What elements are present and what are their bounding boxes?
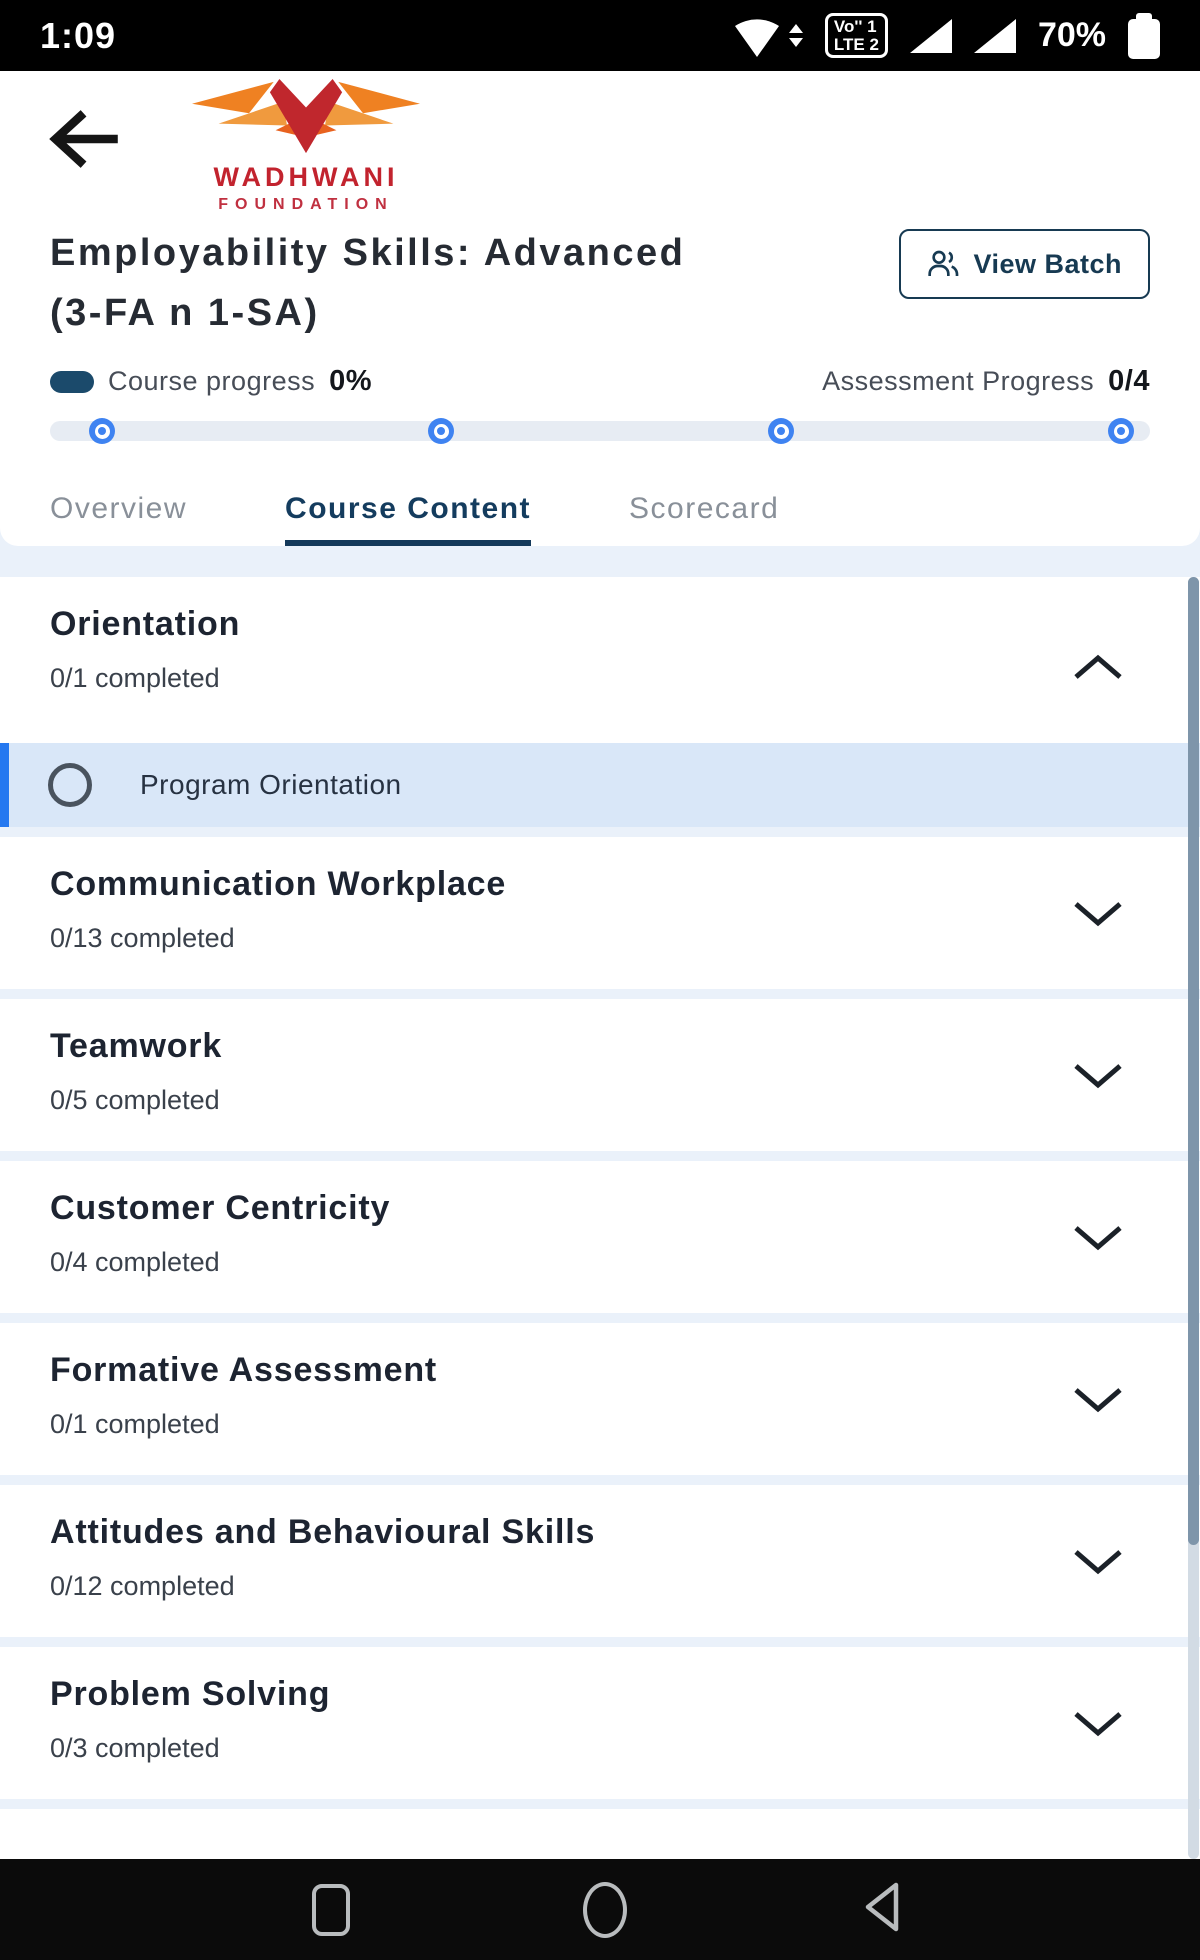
wadhwani-foundation-logo xyxy=(181,79,431,214)
recents-square-icon[interactable] xyxy=(312,1884,350,1936)
assessment-marker-3 xyxy=(768,418,794,444)
chevron-down-icon[interactable] xyxy=(1071,1710,1125,1743)
scrollbar-track xyxy=(1188,577,1199,1859)
logo-word-wadhwani: WADHWANI xyxy=(213,162,399,192)
progress-summary-row xyxy=(50,365,1150,398)
chevron-up-icon[interactable] xyxy=(1071,653,1125,686)
section-header-attitudes-behavioural-skills[interactable] xyxy=(0,1485,1200,1637)
battery-percent: 70% xyxy=(1037,16,1106,54)
lesson-row-program-orientation[interactable] xyxy=(0,743,1200,827)
section-header-orientation[interactable] xyxy=(0,577,1200,743)
view-batch-label: View Batch xyxy=(973,248,1122,279)
course-progress-pill-icon xyxy=(50,371,94,393)
assessment-marker-2 xyxy=(428,418,454,444)
users-icon xyxy=(927,248,959,280)
section-title: Teamwork xyxy=(50,1027,223,1065)
section-progress: 0/3 completed xyxy=(50,1733,220,1763)
section-header-teamwork[interactable] xyxy=(0,999,1200,1151)
section-progress: 0/4 completed xyxy=(50,1247,220,1277)
tab-bar xyxy=(50,492,779,546)
section-progress: 0/5 completed xyxy=(50,1085,220,1115)
section-progress: 0/13 completed xyxy=(50,923,235,953)
chevron-down-icon[interactable] xyxy=(1071,900,1125,933)
back-button[interactable] xyxy=(42,101,122,181)
android-navigation-bar xyxy=(0,1859,1200,1960)
assessment-progress-value: 0/4 xyxy=(1108,365,1150,397)
wifi-activity-arrows-icon xyxy=(789,24,803,47)
section-progress: 0/1 completed xyxy=(50,1409,220,1439)
lesson-label: Program Orientation xyxy=(140,769,402,800)
clock: 1:09 xyxy=(40,14,117,56)
section-header-customer-centricity[interactable] xyxy=(0,1161,1200,1313)
course-progress-value: 0% xyxy=(329,365,373,397)
section-header-partial xyxy=(0,1809,1200,1859)
section-title: Orientation xyxy=(50,605,241,643)
wifi-icon xyxy=(733,13,803,59)
section-header-problem-solving[interactable] xyxy=(0,1647,1200,1799)
course-header xyxy=(0,71,1200,546)
section-header-communication-workplace[interactable] xyxy=(0,837,1200,989)
section-title: Customer Centricity xyxy=(50,1189,391,1227)
section-title: Problem Solving xyxy=(50,1675,331,1713)
active-lesson-indicator xyxy=(0,743,9,827)
scrollbar-thumb[interactable] xyxy=(1188,577,1199,1545)
section-progress: 0/12 completed xyxy=(50,1571,235,1601)
back-triangle-icon[interactable] xyxy=(860,1879,902,1940)
chevron-down-icon[interactable] xyxy=(1071,1224,1125,1257)
course-content-list xyxy=(0,577,1200,1859)
assessment-progress-label: Assessment Progress xyxy=(822,366,1095,396)
logo-word-foundation: FOUNDATION xyxy=(218,196,394,213)
tab-overview[interactable]: Overview xyxy=(50,492,188,525)
section-progress: 0/1 completed xyxy=(50,663,220,693)
course-title: Employability Skills: Advanced (3-FA n 1-SA) xyxy=(50,232,686,334)
section-title: Formative Assessment xyxy=(50,1351,438,1389)
section-title: Communication Workplace xyxy=(50,865,507,903)
course-progress-label: Course progress xyxy=(108,366,316,396)
tab-scorecard[interactable]: Scorecard xyxy=(629,492,780,525)
lesson-checkbox[interactable] xyxy=(48,763,92,807)
status-bar xyxy=(0,0,1200,71)
home-circle-icon[interactable] xyxy=(583,1882,627,1938)
chevron-down-icon[interactable] xyxy=(1071,1062,1125,1095)
section-title: Attitudes and Behavioural Skills xyxy=(50,1513,596,1551)
section-header-formative-assessment[interactable] xyxy=(0,1323,1200,1475)
back-arrow-icon xyxy=(43,104,121,179)
battery-icon xyxy=(1128,13,1160,59)
volte-icon: Vo'' 1 LTE 2 xyxy=(825,13,888,59)
view-batch-button[interactable] xyxy=(899,229,1150,299)
signal-strength-icon-1 xyxy=(910,19,952,53)
tab-course-content[interactable]: Course Content xyxy=(285,492,531,546)
chevron-down-icon[interactable] xyxy=(1071,1548,1125,1581)
signal-strength-icon-2 xyxy=(974,19,1016,53)
assessment-marker-1 xyxy=(89,418,115,444)
assessment-marker-4 xyxy=(1108,418,1134,444)
logo-wings-icon xyxy=(186,79,426,155)
chevron-down-icon[interactable] xyxy=(1071,1386,1125,1419)
assessment-progress-bar xyxy=(50,421,1150,441)
